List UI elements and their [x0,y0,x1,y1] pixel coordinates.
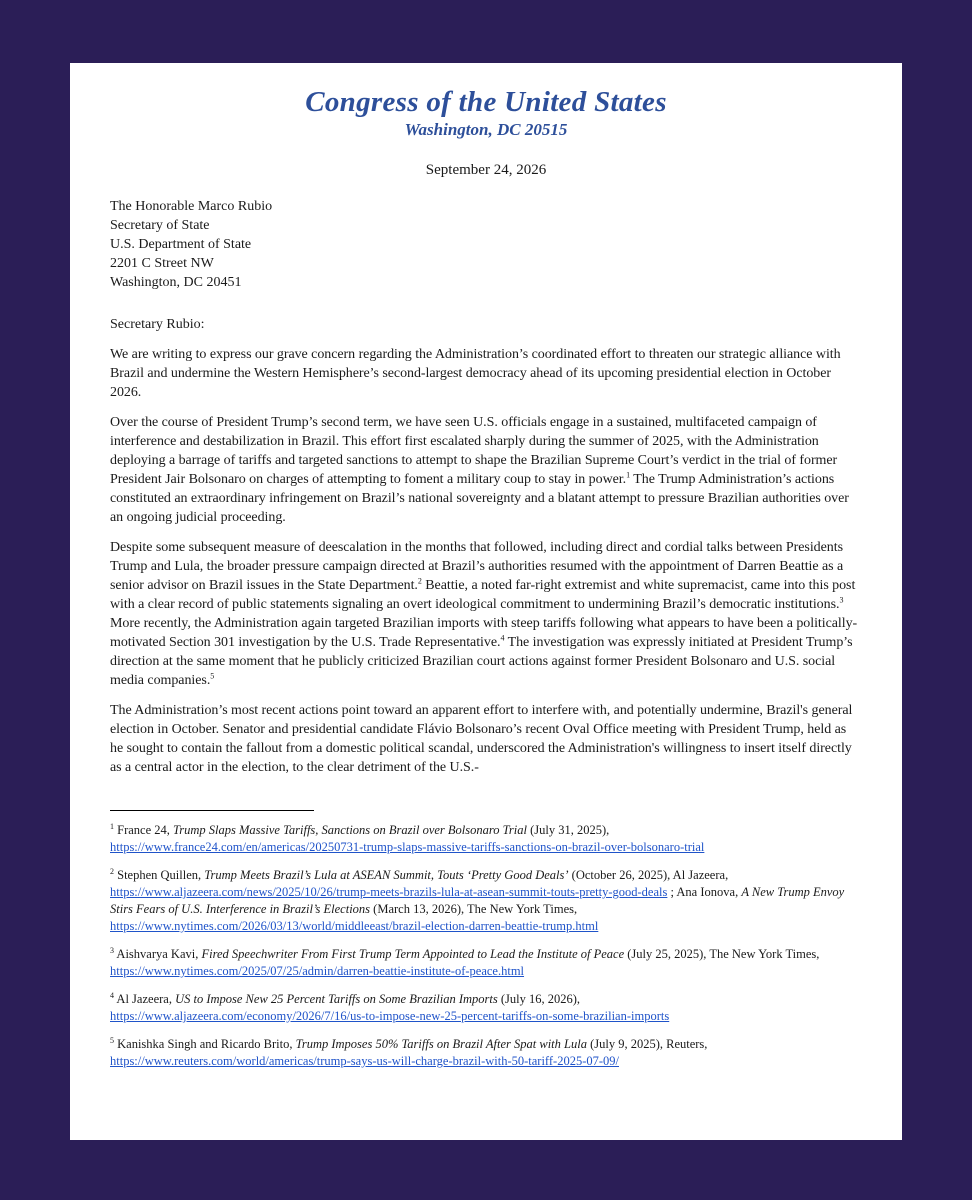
footnote-link[interactable]: https://www.reuters.com/world/americas/trump-says-us-will-charge-brazil-with-50-tariff-2025-07-09/ [110,1054,619,1068]
letterhead-subtitle: Washington, DC 20515 [404,120,568,139]
footnote-title: US to Impose New 25 Percent Tariffs on Some Brazilian Imports [175,992,498,1006]
footnote-link[interactable]: https://www.france24.com/en/americas/20250731-trump-slaps-massive-tariffs-sanctions-on-brazil-over-bolsonaro-trial [110,840,705,854]
paragraph-text: More recently, the Administration again targeted Brazilian imports with steep tariffs following what appears to have been a politically-motivated Section 301 investigation by the U.S. Trade Representative. [110,616,858,650]
footnote-ref[interactable]: 2 [417,576,422,586]
paragraph-text: The Trump Administration’s actions constituted an extraordinary infringement on Brazil’s national sovereignty and a blatant attempt to pressure Brazilian authorities over an ongoing judicial proceeding. [110,472,849,525]
footnote-number: 5 [110,1035,114,1045]
footnote-text: Al Jazeera, [114,992,176,1006]
footnote-ref[interactable]: 5 [210,671,215,681]
paragraph-1 [110,345,862,402]
footnote-ref[interactable]: 3 [839,595,844,605]
footnote-text: Kanishka Singh and Ricardo Brito, [114,1037,296,1051]
recipient-line: The Honorable Marco Rubio [110,199,273,214]
recipient-line: Secretary of State [110,218,210,233]
footnote-title: Trump Slaps Massive Tariffs, Sanctions on Brazil over Bolsonaro Trial [173,823,527,837]
footnote-number: 2 [110,866,114,876]
footnote-2 [110,867,862,935]
letter-page [70,63,902,1140]
footnote-text: (March 13, 2026), The New York Times, [370,902,578,916]
footnote-text: (July 25, 2025), The New York Times, [624,947,820,961]
footnote-text: Aishvarya Kavi, [114,947,202,961]
letter-date: September 24, 2026 [425,162,547,178]
footnote-divider [110,810,314,811]
footnote-text: Stephen Quillen, [114,868,205,882]
footnote-text: ; Ana Ionova, [667,885,742,899]
recipient-address [110,197,862,292]
paragraph-text: Beattie, a noted far-right extremist and white supremacist, came into this post with a clear record of public statements signaling an overt ideological commitment to undermining Brazil’s democratic institutions. [110,578,856,612]
recipient-line: U.S. Department of State [110,237,252,252]
footnote-ref[interactable]: 4 [500,633,505,643]
footnote-text: (October 26, 2025), Al Jazeera, [568,868,729,882]
paragraph-text: We are writing to express our grave concern regarding the Administration’s coordinated effort to threaten our strategic alliance with Brazil and undermine the Western Hemisphere’s second-largest democracy ahead of its upcoming presidential election in October 2026. [110,347,841,400]
footnote-link[interactable]: https://www.nytimes.com/2026/03/13/world/middleeast/brazil-election-darren-beattie-trump.html [110,919,599,933]
footnote-5 [110,1036,862,1070]
footnote-ref[interactable]: 1 [626,470,631,480]
paragraph-text: Over the course of President Trump’s second term, we have seen U.S. officials engage in a sustained, multifaceted campaign of interference and destabilization in Brazil. This effort first escalated sharply during the summer of 2025, with the Administration deploying a barrage of tariffs and targeted sanctions to attempt to shape the Brazilian Supreme Court’s verdict in the trial of former President Jair Bolsonaro on charges of attempting to foment a military coup to stay in power. [110,415,838,487]
footnote-text: (July 31, 2025), [527,823,610,837]
footnote-title: Fired Speechwriter From First Trump Term Appointed to Lead the Institute of Peace [201,947,625,961]
footnote-link[interactable]: https://www.nytimes.com/2025/07/25/admin/darren-beattie-institute-of-peace.html [110,964,525,978]
footnote-1 [110,822,862,856]
footnote-link[interactable]: https://www.aljazeera.com/news/2025/10/26/trump-meets-brazils-lula-at-asean-summit-touts-pretty-good-deals [110,885,668,899]
recipient-line: 2201 C Street NW [110,256,214,271]
footnote-3 [110,946,862,980]
footnote-text: (July 9, 2025), Reuters, [586,1037,708,1051]
recipient-line: Washington, DC 20451 [110,275,242,290]
footnote-link[interactable]: https://www.aljazeera.com/economy/2026/7/16/us-to-impose-new-25-percent-tariffs-on-some-brazilian-imports [110,1009,670,1023]
footnote-number: 4 [110,990,114,1000]
footnote-title: Trump Meets Brazil’s Lula at ASEAN Summit, Touts ‘Pretty Good Deals’ [204,868,569,882]
paragraph-2 [110,413,862,527]
footnote-4 [110,991,862,1025]
footnote-text: France 24, [114,823,174,837]
paragraph-text: Despite some subsequent measure of deescalation in the months that followed, including direct and cordial talks between Presidents Trump and Lula, the broader pressure campaign directed at Brazil’s authorities resumed with the appointment of Darren Beattie as a senior advisor on Brazil issues in the State Department. [110,540,844,593]
footnote-number: 3 [110,945,114,955]
paragraph-text: The Administration’s most recent actions point toward an apparent effort to interfere with, and potentially undermine, Brazil's general election in October. Senator and presidential candidate Flávio Bolsonaro’s recent Oval Office meeting with President Trump, held as he sought to contain the fallout from a domestic political scandal, underscored the Administration's willingness to insert itself directly as a central actor in the election, to the clear detriment of the U.S.- [110,703,853,775]
letterhead-title: Congress of the United States [305,86,667,118]
paragraph-text: The investigation was expressly initiated at President Trump’s direction at the same moment that he publicly criticized Brazilian court actions against former President Bolsonaro and U.S. social media companies. [110,635,853,688]
footnote-title: A New Trump Envoy Stirs Fears of U.S. Interference in Brazil’s Elections [110,885,845,916]
paragraph-4 [110,701,862,777]
footnote-number: 1 [110,821,114,831]
salutation: Secretary Rubio: [110,317,205,332]
footnote-title: Trump Imposes 50% Tariffs on Brazil After Spat with Lula [295,1037,587,1051]
footnote-text: (July 16, 2026), [497,992,581,1006]
paragraph-3 [110,538,862,690]
